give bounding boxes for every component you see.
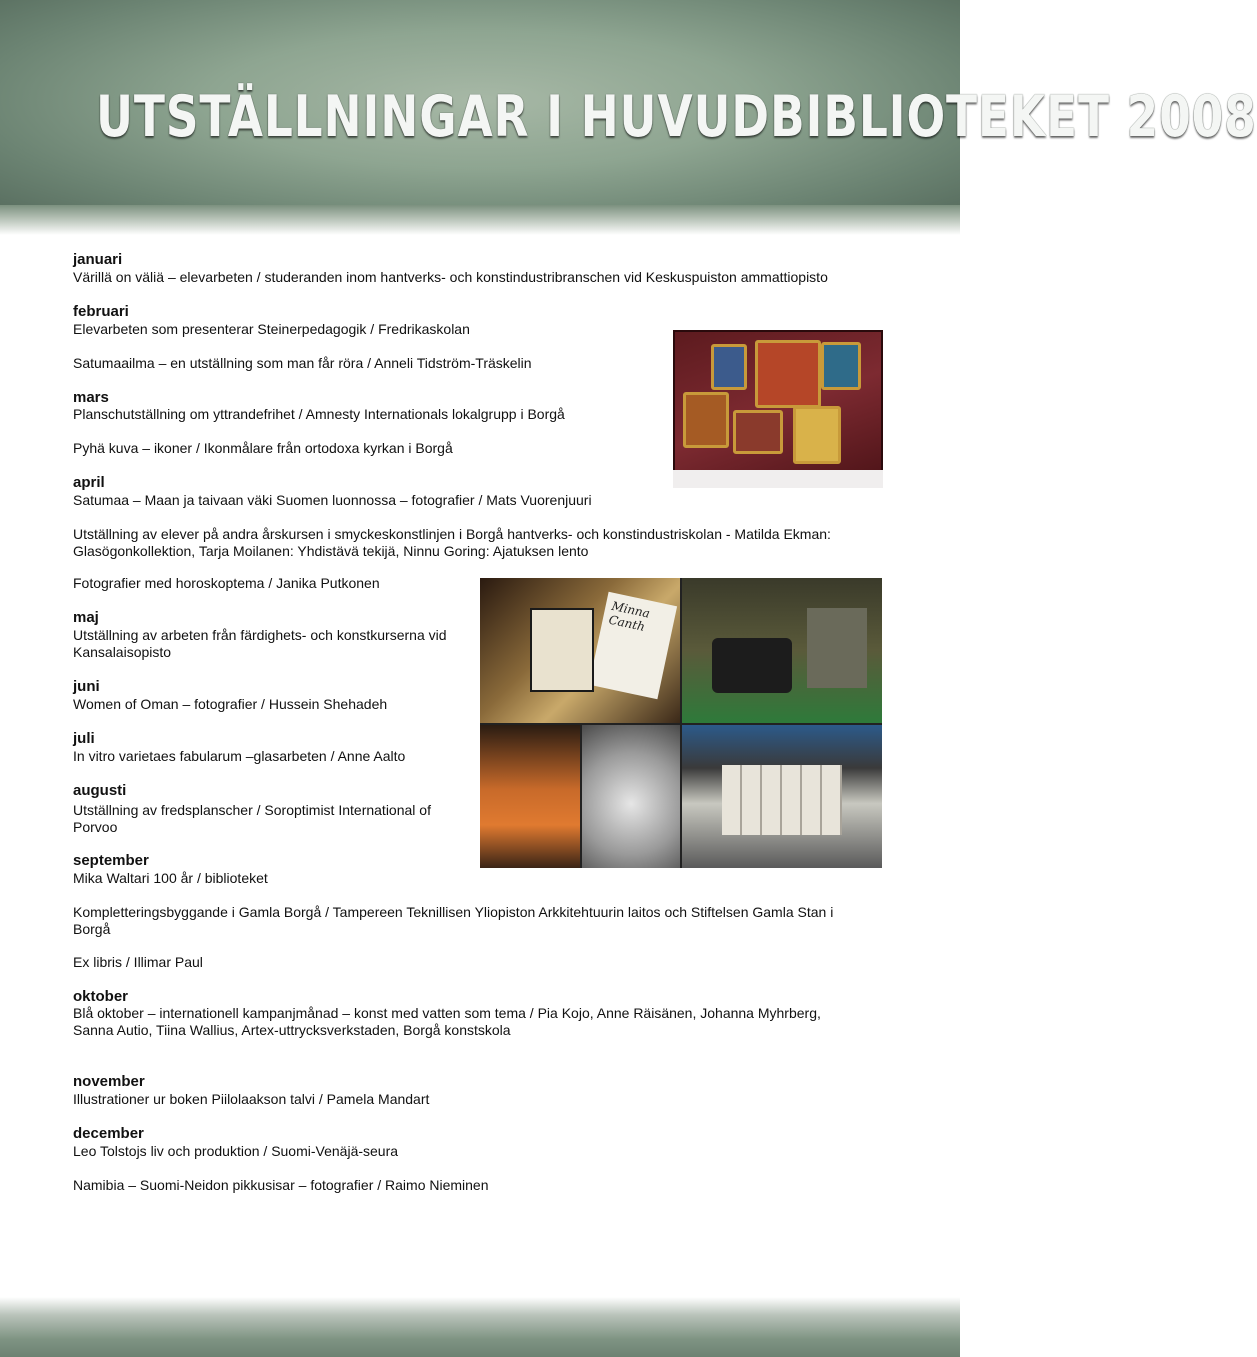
entry-juli-1: In vitro varietaes fabularum –glasarbeten / Anne Aalto	[73, 748, 406, 764]
month-augusti: augusti	[73, 782, 127, 799]
collage-photo	[480, 578, 882, 868]
face-photo-1	[480, 725, 580, 868]
entry-oktober-1: Blå oktober – internationell kampanjmånad – konst med vatten som tema / Pia Kojo, Anne Räisänen, Johanna Myhrberg, Sanna Autio, Tiina Wallius, Artex-uttrycksverkstaden, Borgå konstskola	[73, 1005, 821, 1038]
entry-november-1: Illustrationer ur boken Piilolaakson talvi / Pamela Mandart	[73, 1091, 430, 1107]
typewriter-photo	[682, 578, 882, 723]
month-juli: juli	[73, 730, 95, 747]
month-december: december	[73, 1125, 144, 1142]
icon-painting	[733, 410, 783, 454]
month-november: november	[73, 1073, 145, 1090]
icon-painting	[755, 340, 821, 408]
gallery-photo	[682, 725, 882, 868]
entry-juni-1: Women of Oman – fotografier / Hussein Shehadeh	[73, 696, 388, 712]
icons-exhibition-photo	[673, 330, 883, 488]
face-photo-2	[582, 725, 680, 868]
entry-september-2: Kompletteringsbyggande i Gamla Borgå / Tampereen Teknillisen Yliopiston Arkkitehtuurin laitos och Stiftelsen Gamla Stan i Borgå	[73, 904, 834, 937]
entry-september-3: Ex libris / Illimar Paul	[73, 954, 203, 970]
month-februari: februari	[73, 303, 129, 320]
header-banner-fade	[0, 205, 960, 235]
book-cover-portrait	[530, 608, 594, 692]
month-maj: maj	[73, 609, 99, 626]
page-title: UTSTÄLLNINGAR I HUVUDBIBLIOTEKET 2008	[96, 84, 1257, 150]
entry-december-1: Leo Tolstojs liv och produktion / Suomi-Venäjä-seura	[73, 1143, 399, 1159]
display-case-base	[673, 470, 883, 488]
entry-september-1: Mika Waltari 100 år / biblioteket	[73, 870, 268, 886]
icon-painting	[793, 406, 841, 464]
footer-band	[0, 1297, 960, 1357]
entry-februari-1: Elevarbeten som presenterar Steinerpedagogik / Fredrikaskolan	[73, 321, 470, 337]
entry-april-2: Utställning av elever på andra årskursen i smyckeskonstlinjen i Borgå hantverks- och konstindustriskolan - Matilda Ekman: Glasögonkollektion, Tarja Moilanen: Yhdistävä tekijä, Ninnu Goring: Ajatuksen lento	[73, 526, 831, 559]
icon-painting	[711, 344, 747, 390]
month-mars: mars	[73, 389, 109, 406]
entry-januari-1: Värillä on väliä – elevarbeten / studeranden inom hantverks- och konstindustribranschen vid Keskuspuiston ammattiopisto	[73, 269, 828, 285]
month-juni: juni	[73, 678, 100, 695]
icon-painting	[821, 342, 861, 390]
entry-maj-1: Utställning av arbeten från färdighets- och konstkurserna vid Kansalaisopisto	[73, 627, 447, 660]
icon-painting	[683, 392, 729, 448]
books-photo	[480, 578, 680, 723]
month-april: april	[73, 474, 105, 491]
entry-april-3: Fotografier med horoskoptema / Janika Putkonen	[73, 575, 380, 591]
entry-april-1: Satumaa – Maan ja taivaan väki Suomen luonnossa – fotografier / Mats Vuorenjuuri	[73, 492, 592, 508]
month-januari: januari	[73, 251, 123, 268]
entry-augusti-1: Utställning av fredsplanscher / Soroptimist International of Porvoo	[73, 802, 431, 835]
month-oktober: oktober	[73, 988, 129, 1005]
typewriter-shape	[712, 638, 792, 693]
book-cover: Minna Canth	[589, 592, 677, 699]
month-september: september	[73, 852, 149, 869]
poster-panels	[722, 765, 842, 835]
entry-mars-2: Pyhä kuva – ikoner / Ikonmålare från ortodoxa kyrkan i Borgå	[73, 440, 453, 456]
entry-december-2: Namibia – Suomi-Neidon pikkusisar – fotografier / Raimo Nieminen	[73, 1177, 489, 1193]
portrait-frame	[807, 608, 867, 688]
entry-februari-2: Satumaailma – en utställning som man får röra / Anneli Tidström-Träskelin	[73, 355, 532, 371]
entry-mars-1: Planschutställning om yttrandefrihet / Amnesty Internationals lokalgrupp i Borgå	[73, 406, 565, 422]
